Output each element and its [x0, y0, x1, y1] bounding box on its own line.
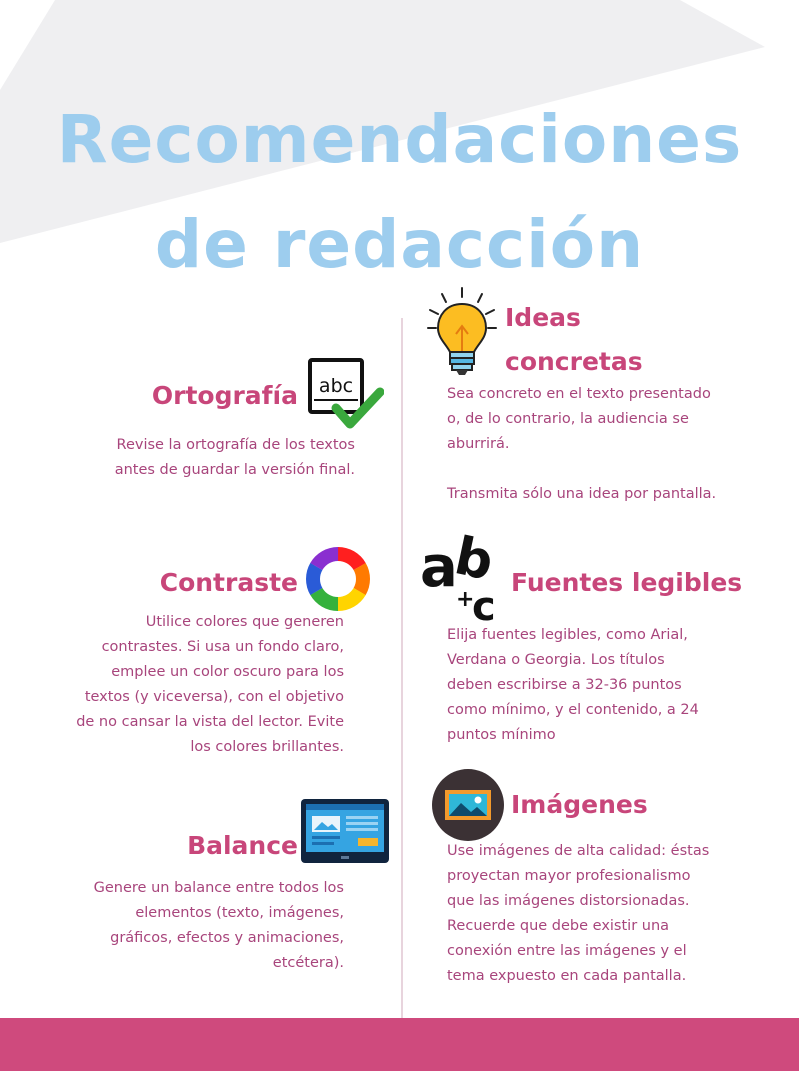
- typography-plus: +: [456, 587, 475, 612]
- text-line: antes de guardar la versión final.: [114, 462, 355, 478]
- text-line: que las imágenes distorsionadas.: [447, 893, 690, 909]
- text-line: etcétera).: [272, 955, 344, 971]
- text-line: como mínimo, y el contenido, a 24: [447, 702, 699, 718]
- heading-imagenes: Imágenes: [511, 790, 648, 819]
- text-line: Revise la ortografía de los textos: [116, 437, 355, 453]
- image-icon: [431, 768, 505, 842]
- text-line: Transmita sólo una idea por pantalla.: [447, 486, 717, 502]
- text-line: Sea concreto en el texto presentado: [447, 386, 711, 402]
- text-line: los colores brillantes.: [190, 739, 344, 755]
- paragraph-ideas: [447, 382, 787, 507]
- tablet-layout-icon: [300, 798, 390, 864]
- text-line: de no cansar la vista del lector. Evite: [76, 714, 344, 730]
- typography-letter-b: b: [449, 526, 499, 593]
- text-line: Elija fuentes legibles, como Arial,: [447, 627, 688, 643]
- heading-ortografia: Ortografía: [151, 381, 298, 410]
- text-line: proyectan mayor profesionalismo: [447, 868, 691, 884]
- heading-ideas-line-2: concretas: [505, 347, 643, 376]
- light-bulb-icon: [426, 286, 498, 378]
- text-line: conexión entre las imágenes y el: [447, 943, 687, 959]
- text-line: contrastes. Si usa un fondo claro,: [101, 639, 344, 655]
- text-line: Utilice colores que generen: [145, 614, 344, 630]
- text-line: emplee un color oscuro para los: [111, 664, 344, 680]
- center-divider: [401, 318, 403, 1020]
- text-line: textos (y viceversa), con el objetivo: [84, 689, 344, 705]
- footer-bar: [0, 1018, 799, 1071]
- spacer: [447, 457, 787, 482]
- heading-ideas-line-1: Ideas: [505, 303, 581, 332]
- paragraph-ortografia: [55, 433, 355, 483]
- text-line: Use imágenes de alta calidad: éstas: [447, 843, 710, 859]
- text-line: aburrirá.: [447, 436, 510, 452]
- paragraph-contraste: [14, 610, 344, 760]
- page-title-line-1: Recomendaciones: [56, 101, 743, 178]
- text-line: Verdana o Georgia. Los títulos: [447, 652, 665, 668]
- typography-letter-a: a: [420, 535, 458, 600]
- paragraph-balance: [24, 876, 344, 976]
- paragraph-imagenes: [447, 839, 787, 989]
- text-line: deben escribirse a 32-36 puntos: [447, 677, 682, 693]
- typography-abc-icon: [418, 526, 510, 626]
- spellcheck-icon-text: abc: [318, 375, 354, 397]
- color-wheel-icon: [305, 546, 371, 612]
- text-line: o, de lo contrario, la audiencia se: [447, 411, 689, 427]
- text-line: Genere un balance entre todos los: [93, 880, 344, 896]
- typography-letter-c: c: [472, 584, 496, 626]
- page-title-line-2: de redacción: [154, 206, 645, 283]
- paragraph-fuentes: [447, 623, 787, 748]
- text-line: elementos (texto, imágenes,: [135, 905, 344, 921]
- spellcheck-icon: [306, 356, 384, 432]
- heading-fuentes: Fuentes legibles: [511, 568, 743, 597]
- text-line: Recuerde que debe existir una: [447, 918, 670, 934]
- text-line: tema expuesto en cada pantalla.: [447, 968, 687, 984]
- heading-contraste: Contraste: [159, 568, 298, 597]
- text-line: puntos mínimo: [447, 727, 556, 743]
- text-line: gráficos, efectos y animaciones,: [110, 930, 344, 946]
- heading-balance: Balance: [187, 831, 298, 860]
